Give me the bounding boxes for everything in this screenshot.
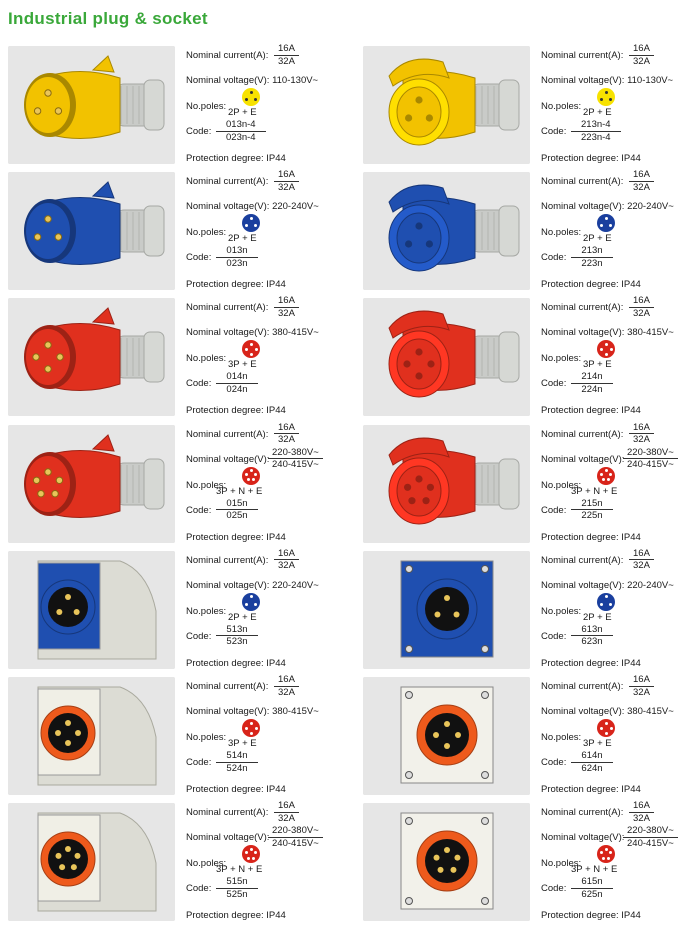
pole-diagram-icon xyxy=(597,719,615,737)
current-label: Nominal current(A): xyxy=(541,681,624,692)
protection-degree: Protection degree: IP44 xyxy=(541,657,641,669)
code-label: Code: xyxy=(541,630,567,642)
voltage-value-bottom: 240-415V~ xyxy=(627,459,674,471)
code-fraction xyxy=(216,246,258,268)
code-fraction xyxy=(216,625,258,647)
current-32a: 32A xyxy=(278,307,295,319)
pole-diagram-icon xyxy=(242,593,260,611)
poles-label: No.poles: xyxy=(186,227,227,239)
voltage-value: 380-415V~ xyxy=(272,327,319,339)
voltage-label: Nominal voltage(V): xyxy=(186,832,270,844)
pole-diagram-icon xyxy=(242,340,260,358)
code-label: Code: xyxy=(541,126,567,137)
current-16a: 16A xyxy=(274,170,299,182)
poles-value: 2P + E xyxy=(228,611,257,623)
poles-value: 2P + E xyxy=(583,107,612,118)
product-card xyxy=(355,169,699,291)
current-16a: 16A xyxy=(274,44,299,56)
code-32a: 224n xyxy=(581,383,603,395)
code-label: Code: xyxy=(541,252,567,264)
protection-degree: Protection degree: IP44 xyxy=(186,784,286,795)
product-photo xyxy=(8,677,175,795)
code-fraction xyxy=(571,625,613,647)
current-label: Nominal current(A): xyxy=(541,554,624,566)
poles-label: No.poles: xyxy=(186,732,227,743)
product-photo xyxy=(8,803,175,921)
voltage-fraction xyxy=(268,826,323,848)
code-label: Code: xyxy=(541,883,567,895)
product-photo xyxy=(8,551,175,669)
current-32a: 32A xyxy=(633,434,650,446)
voltage-row xyxy=(186,76,318,86)
current-fraction xyxy=(274,675,299,697)
current-16a: 16A xyxy=(629,675,654,687)
voltage-label: Nominal voltage(V): xyxy=(541,453,625,465)
poles-label: No.poles: xyxy=(541,732,582,743)
code-32a: 023n-4 xyxy=(226,131,256,143)
code-32a: 223n-4 xyxy=(581,131,611,143)
voltage-value: 110-130V~ xyxy=(627,75,674,86)
poles-label: No.poles: xyxy=(541,605,582,617)
poles-label: No.poles: xyxy=(541,858,582,870)
current-32a: 32A xyxy=(633,181,650,193)
pole-diagram-icon xyxy=(242,88,260,106)
code-label: Code: xyxy=(186,757,212,768)
product-card xyxy=(355,295,699,417)
current-fraction xyxy=(274,296,299,318)
poles-value: 3P + N + E xyxy=(216,485,263,497)
current-16a: 16A xyxy=(274,296,299,308)
current-fraction xyxy=(274,549,299,571)
voltage-label: Nominal voltage(V): xyxy=(541,579,625,591)
poles-value: 3P + N + E xyxy=(571,485,618,497)
product-photo xyxy=(363,425,530,543)
protection-degree: Protection degree: IP44 xyxy=(186,405,286,417)
code-fraction xyxy=(216,372,258,394)
current-32a: 32A xyxy=(278,812,295,824)
current-16a: 16A xyxy=(629,44,654,56)
code-32a: 023n xyxy=(226,257,248,269)
code-label: Code: xyxy=(186,378,212,390)
poles-value: 2P + E xyxy=(583,233,612,245)
voltage-label: Nominal voltage(V): xyxy=(186,579,270,591)
voltage-value-bottom: 240-415V~ xyxy=(627,837,674,849)
current-32a: 32A xyxy=(633,55,650,67)
voltage-value-top: 220-380V~ xyxy=(623,826,678,838)
voltage-label: Nominal voltage(V): xyxy=(186,201,270,213)
current-fraction xyxy=(274,801,299,823)
voltage-value: 380-415V~ xyxy=(627,327,674,339)
current-fraction xyxy=(629,170,654,192)
poles-label: No.poles: xyxy=(541,353,582,365)
product-photo xyxy=(363,803,530,921)
code-label: Code: xyxy=(541,504,567,516)
code-32a: 623n xyxy=(581,636,603,648)
poles-label: No.poles: xyxy=(541,479,582,491)
voltage-value-top: 220-380V~ xyxy=(623,448,678,460)
voltage-row xyxy=(541,202,674,212)
code-16a: 513n xyxy=(216,625,258,637)
current-fraction xyxy=(629,801,654,823)
voltage-label: Nominal voltage(V): xyxy=(541,832,625,844)
current-fraction xyxy=(274,170,299,192)
product-photo xyxy=(363,298,530,416)
code-16a: 013n-4 xyxy=(216,120,266,132)
voltage-value: 220-240V~ xyxy=(627,201,674,213)
current-32a: 32A xyxy=(633,560,650,572)
pole-diagram-icon xyxy=(242,467,260,485)
pole-diagram-icon xyxy=(597,340,615,358)
protection-degree: Protection degree: IP44 xyxy=(541,531,641,543)
current-label: Nominal current(A): xyxy=(541,176,624,188)
voltage-label: Nominal voltage(V): xyxy=(541,327,625,339)
current-fraction xyxy=(629,549,654,571)
protection-degree: Protection degree: IP44 xyxy=(541,784,641,795)
poles-label: No.poles: xyxy=(541,227,582,239)
protection-degree: Protection degree: IP44 xyxy=(541,405,641,417)
current-label: Nominal current(A): xyxy=(541,428,624,440)
voltage-value: 220-240V~ xyxy=(272,579,319,591)
current-16a: 16A xyxy=(629,549,654,561)
product-card xyxy=(355,675,699,793)
code-16a: 213n xyxy=(571,246,613,258)
pole-diagram-icon xyxy=(597,467,615,485)
poles-value: 3P + E xyxy=(228,359,257,371)
current-16a: 16A xyxy=(274,801,299,813)
poles-label: No.poles: xyxy=(186,353,227,365)
current-fraction xyxy=(629,675,654,697)
poles-value: 2P + E xyxy=(583,611,612,623)
current-label: Nominal current(A): xyxy=(186,681,269,692)
voltage-value: 110-130V~ xyxy=(272,75,319,86)
product-card xyxy=(0,44,344,162)
code-label: Code: xyxy=(186,504,212,516)
voltage-value-bottom: 240-415V~ xyxy=(272,837,319,849)
voltage-row xyxy=(186,202,319,212)
poles-value: 3P + E xyxy=(583,738,612,749)
code-fraction xyxy=(571,120,621,142)
current-32a: 32A xyxy=(633,686,650,698)
code-label: Code: xyxy=(186,883,212,895)
voltage-value: 380-415V~ xyxy=(627,706,674,717)
current-label: Nominal current(A): xyxy=(186,302,269,314)
code-16a: 215n xyxy=(571,499,613,511)
poles-value: 3P + E xyxy=(583,359,612,371)
current-32a: 32A xyxy=(278,560,295,572)
page-title: Industrial plug & socket xyxy=(8,9,208,28)
product-photo xyxy=(363,551,530,669)
pole-diagram-icon xyxy=(242,719,260,737)
current-32a: 32A xyxy=(278,686,295,698)
code-16a: 614n xyxy=(571,751,613,763)
code-fraction xyxy=(571,751,613,773)
current-fraction xyxy=(274,44,299,66)
code-fraction xyxy=(571,246,613,268)
current-label: Nominal current(A): xyxy=(186,50,269,61)
current-label: Nominal current(A): xyxy=(541,50,624,61)
voltage-label: Nominal voltage(V): xyxy=(541,201,625,213)
current-32a: 32A xyxy=(633,812,650,824)
pole-diagram-icon xyxy=(597,88,615,106)
product-card xyxy=(355,44,699,162)
current-16a: 16A xyxy=(629,423,654,435)
code-fraction xyxy=(216,120,266,142)
protection-degree: Protection degree: IP44 xyxy=(541,153,641,164)
poles-value: 3P + N + E xyxy=(571,864,618,876)
voltage-label: Nominal voltage(V): xyxy=(541,75,625,86)
voltage-label: Nominal voltage(V): xyxy=(186,453,270,465)
code-16a: 515n xyxy=(216,877,258,889)
poles-value: 2P + E xyxy=(228,233,257,245)
voltage-fraction xyxy=(623,448,678,470)
code-32a: 223n xyxy=(581,257,603,269)
protection-degree: Protection degree: IP44 xyxy=(186,279,286,291)
protection-degree: Protection degree: IP44 xyxy=(186,657,286,669)
voltage-label: Nominal voltage(V): xyxy=(186,75,270,86)
product-photo xyxy=(8,298,175,416)
voltage-row xyxy=(541,581,674,591)
protection-degree: Protection degree: IP44 xyxy=(541,910,641,922)
voltage-fraction xyxy=(623,826,678,848)
code-32a: 025n xyxy=(226,510,248,522)
voltage-fraction xyxy=(268,448,323,470)
product-card xyxy=(355,800,699,922)
current-16a: 16A xyxy=(629,296,654,308)
current-16a: 16A xyxy=(274,549,299,561)
pole-diagram-icon xyxy=(242,845,260,863)
poles-label: No.poles: xyxy=(186,605,227,617)
code-16a: 014n xyxy=(216,372,258,384)
protection-degree: Protection degree: IP44 xyxy=(186,531,286,543)
poles-value: 3P + E xyxy=(228,738,257,749)
voltage-row xyxy=(541,328,674,338)
code-16a: 214n xyxy=(571,372,613,384)
code-16a: 013n xyxy=(216,246,258,258)
poles-label: No.poles: xyxy=(186,101,227,112)
voltage-value: 220-240V~ xyxy=(272,201,319,213)
voltage-label: Nominal voltage(V): xyxy=(186,706,270,717)
voltage-row xyxy=(186,581,319,591)
voltage-row xyxy=(541,707,674,717)
code-fraction xyxy=(571,877,613,899)
code-32a: 625n xyxy=(581,888,603,900)
current-32a: 32A xyxy=(278,434,295,446)
product-card xyxy=(0,549,344,667)
pole-diagram-icon xyxy=(597,214,615,232)
protection-degree: Protection degree: IP44 xyxy=(541,279,641,291)
poles-label: No.poles: xyxy=(186,858,227,870)
voltage-row xyxy=(186,707,319,717)
code-16a: 615n xyxy=(571,877,613,889)
current-32a: 32A xyxy=(278,181,295,193)
product-photo xyxy=(8,46,175,164)
pole-diagram-icon xyxy=(597,593,615,611)
voltage-value: 380-415V~ xyxy=(272,706,319,717)
code-fraction xyxy=(216,499,258,521)
voltage-value-bottom: 240-415V~ xyxy=(272,459,319,471)
current-fraction xyxy=(629,296,654,318)
code-fraction xyxy=(216,877,258,899)
code-16a: 514n xyxy=(216,751,258,763)
current-16a: 16A xyxy=(629,170,654,182)
poles-label: No.poles: xyxy=(186,479,227,491)
protection-degree: Protection degree: IP44 xyxy=(186,153,286,164)
product-photo xyxy=(363,677,530,795)
product-photo xyxy=(363,46,530,164)
code-16a: 213n-4 xyxy=(571,120,621,132)
code-16a: 613n xyxy=(571,625,613,637)
poles-value: 3P + N + E xyxy=(216,864,263,876)
voltage-value: 220-240V~ xyxy=(627,579,674,591)
code-32a: 225n xyxy=(581,510,603,522)
code-label: Code: xyxy=(186,126,212,137)
code-32a: 525n xyxy=(226,888,248,900)
current-fraction xyxy=(629,423,654,445)
current-label: Nominal current(A): xyxy=(186,807,269,819)
code-32a: 624n xyxy=(581,762,603,774)
current-16a: 16A xyxy=(629,801,654,813)
code-label: Code: xyxy=(541,757,567,768)
current-16a: 16A xyxy=(274,675,299,687)
pole-diagram-icon xyxy=(242,214,260,232)
current-label: Nominal current(A): xyxy=(186,176,269,188)
product-photo xyxy=(8,172,175,290)
product-card xyxy=(0,295,344,417)
current-32a: 32A xyxy=(633,307,650,319)
code-16a: 015n xyxy=(216,499,258,511)
pole-diagram-icon xyxy=(597,845,615,863)
current-32a: 32A xyxy=(278,55,295,67)
voltage-row xyxy=(541,76,673,86)
voltage-label: Nominal voltage(V): xyxy=(541,706,625,717)
code-fraction xyxy=(571,499,613,521)
product-photo xyxy=(363,172,530,290)
code-32a: 024n xyxy=(226,383,248,395)
product-card xyxy=(0,169,344,291)
voltage-value-top: 220-380V~ xyxy=(268,448,323,460)
product-card xyxy=(0,800,344,922)
current-fraction xyxy=(274,423,299,445)
product-photo xyxy=(8,425,175,543)
current-label: Nominal current(A): xyxy=(186,428,269,440)
voltage-row xyxy=(186,328,319,338)
current-16a: 16A xyxy=(274,423,299,435)
protection-degree: Protection degree: IP44 xyxy=(186,910,286,922)
product-card xyxy=(355,549,699,667)
voltage-label: Nominal voltage(V): xyxy=(186,327,270,339)
code-label: Code: xyxy=(186,630,212,642)
code-32a: 523n xyxy=(226,636,248,648)
current-fraction xyxy=(629,44,654,66)
current-label: Nominal current(A): xyxy=(186,554,269,566)
voltage-value-top: 220-380V~ xyxy=(268,826,323,838)
code-32a: 524n xyxy=(226,762,248,774)
code-fraction xyxy=(571,372,613,394)
current-label: Nominal current(A): xyxy=(541,807,624,819)
current-label: Nominal current(A): xyxy=(541,302,624,314)
poles-label: No.poles: xyxy=(541,101,582,112)
code-fraction xyxy=(216,751,258,773)
code-label: Code: xyxy=(541,378,567,390)
product-card xyxy=(355,423,699,541)
code-label: Code: xyxy=(186,252,212,264)
poles-value: 2P + E xyxy=(228,107,257,118)
product-card xyxy=(0,423,344,541)
product-card xyxy=(0,675,344,793)
